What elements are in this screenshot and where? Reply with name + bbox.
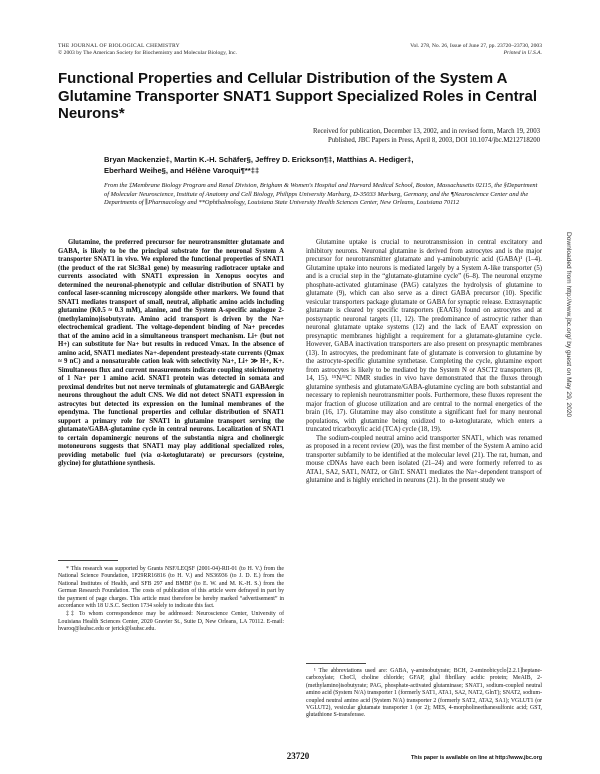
authors-line-1: Bryan Mackenzie‡, Martin K.-H. Schäfer§, Jeffrey D. Erickson¶‡, Matthias A. Hediger‡, <box>104 155 414 164</box>
availability-note: This paper is available on line at http://www.jbc.org <box>411 755 542 761</box>
copyright-line: © 2003 by The American Society for Biochemistry and Molecular Biology, Inc. <box>58 50 237 56</box>
received-line: Received for publication, December 13, 2002, and in revised form, March 19, 2003 <box>312 128 540 135</box>
correspondence-footnote: ‡‡ To whom correspondence may be addressed: Neuroscience Center, University of Louisiana Health Sciences Center, 2020 Gravier St., Suite D, New Orleans, LA 70112. E-mail: hvaroq@lsuhsc.edu or jerick@lsuhsc.edu. <box>58 611 284 633</box>
author-list <box>104 154 534 176</box>
issue-header <box>330 43 542 57</box>
publication-dates <box>58 128 540 145</box>
download-watermark: Downloaded from http://www.jbc.org/ by guest on May 29, 2020 <box>565 232 572 418</box>
journal-name: THE JOURNAL OF BIOLOGICAL CHEMISTRY <box>58 43 180 49</box>
funding-footnote: * This research was supported by Grants NSF/LEQSF (2001-04)-RII-01 (to H. V.) from the National Science Foundation, 1P29RR16816 (to H. V.) and NS36936 (to J. D. E.) from the National Institutes of Health, and SFB 297 and BMBF (to E. W. and M. K.-H. S.) from the German Research Foundation. The costs of publication of this article were defrayed in part by the payment of page charges. This article must therefore be hereby marked “advertisement” in accordance with 18 U.S.C. Section 1734 solely to indicate this fact. <box>58 566 284 610</box>
left-footnotes <box>58 566 284 635</box>
page-number: 23720 <box>286 751 310 761</box>
right-footnotes <box>306 668 542 720</box>
introduction <box>306 239 542 486</box>
abbreviations-footnote: ¹ The abbreviations used are: GABA, γ-aminobutyrate; BCH, 2-aminobicyclo[2.2.1]heptane-carboxylate; ChoCl, choline chloride; GFAP, glial fibrillary acidic protein; MeAIB, 2-(methylamino)isobutyrate; PAG, phosphate-activated glutaminase; SNAT1, sodium-coupled neutral amino acid (System N/A) transporter 1 (formerly SAT1, ATA1, SA2, NAT2, GlnT); SNAT2, sodium-coupled neutral amino acid (System N/A) transporter 2 (formerly SAT2, ATA2, SA1); VGLUT1 (or VGLUT2), vesicular glutamate transporter 1 (or 2); MES, 4-morpholineethanesulfonic acid; GST, glutathione S-transferase. <box>306 668 542 719</box>
article-title: Functional Properties and Cellular Distribution of the System A Glutamine Transporter SNAT1 Support Specialized Roles in Central Neurons* <box>58 70 537 122</box>
intro-paragraph-2: The sodium-coupled neutral amino acid transporter SNAT1, which was renamed as proposed in a recent review (20), was the first member of the System A amino acid transporter subfamily to be identified at the molecular level (21). The rat, human, and mouse cDNAs have each been isolated (21–24) and were formerly referred to as ATA1, SA2, SAT1, NAT2, or GlnT. SNAT1 mediates the Na+-dependent transport of glutamine and is highly enriched in neurons (21). In the present study we <box>306 434 542 484</box>
footnote-divider-left <box>58 560 118 561</box>
volume-line: Vol. 278, No. 26, Issue of June 27, pp. 23720–23730, 2003 <box>410 43 542 49</box>
abstract: Glutamine, the preferred precursor for neurotransmitter glutamate and GABA, is likely to be the principal substrate for the neuronal System A transporter SNAT1 in vivo. We explored the functional properties of SNAT1 (the product of the rat Slc38a1 gene) by measuring radiotracer uptake and currents associated with SNAT1 expression in Xenopus oocytes and determined the neuronal-phenotypic and cellular distribution of SNAT1 by confocal laser-scanning microscopy alongside other markers. We found that SNAT1 mediates transport of small, neutral, aliphatic amino acids including glutamine (K0.5 ≈ 0.3 mM), alanine, and the System A-specific analogue 2-(methylamino)isobutyrate. Amino acid transport is driven by the Na+ electrochemical gradient. The voltage-dependent binding of Na+ precedes that of the amino acid in a simultaneous transport mechanism. Li+ (but not H+) can substitute for Na+ but results in reduced Vmax. In the absence of amino acid, SNAT1 mediates Na+-dependent presteady-state currents (Qmax ≈ 9 nC) and a nonsaturable cation leak with selectivity Na+, Li+ ≫ H+, K+. Simultaneous flux and current measurements indicate coupling stoichiometry of 1 Na+ per 1 amino acid. SNAT1 protein was detected in somata and proximal dendrites but not nerve terminals of glutamatergic and GABAergic neurons throughout the adult CNS. We did not detect SNAT1 expression in astrocytes but detected its expression on the luminal membranes of the ependyma. The functional properties and cellular distribution of SNAT1 support a primary role for SNAT1 in glutamine transport serving the glutamate/GABA-glutamine cycle in central neurons. Localization of SNAT1 to certain dopaminergic neurons of the substantia nigra and cholinergic motoneurons suggests that SNAT1 may play additional specialized roles, providing metabolic fuel (via α-ketoglutarate) or precursors (cysteine, glycine) for glutathione synthesis. <box>58 239 284 467</box>
intro-paragraph-1: Glutamine uptake is crucial to neurotransmission in central excitatory and inhibitory neurons. Neuronal glutamine is derived from astrocytes and is the major precursor for neurotransmitter glutamate and γ-aminobutyric acid (GABA)¹ (1–4). Glutamine uptake into neurons is mediated largely by a System A-like transporter (5) and is a crucial step in the “glutamate-glutamine cycle” (6–8). The neuronal enzyme phosphate-activated glutaminase (PAG) catalyzes the hydrolysis of glutamine to glutamate (9), which can also serve as a direct GABA precursor (10). Specific vesicular transporters package glutamate or GABA for synaptic release. Extrasynaptic glutamate is cleared by specific transporters (EAATs) found on astrocytes and at postsynaptic neuronal targets (11, 12). The predominance of astrocytic rather than neuronal glutamate uptake systems (12) and the lack of EAAT expression on presynaptic membranes highlight a requirement for a glutamate-glutamine cycle. However, GABA inactivation transporters are also present on presynaptic membranes (13). In astrocytes, the predominant fate of glutamate is conversion to glutamine by the astrocyte-specific glutamine synthetase. Completing the cycle, glutamine export from astrocytes is likely to be mediated by the System N or ASCT2 transporters (8, 14, 15). ¹⁵N/¹³C NMR studies in vivo have demonstrated that the fluxes through glutamine synthesis and glutamate/GABA-glutamine cycling are both substantial and necessary to replenish neurotransmitter pools. Furthermore, these fluxes represent the major fraction of glucose utilization and are central to the normal energetics of the brain (16, 17). Glutamine may also constitute a significant fuel for many neuronal populations, with glutamine being oxidized to α-ketoglutarate, which enters a truncated tricarboxylic acid (TCA) cycle (18, 19). <box>306 239 542 433</box>
affiliations: From the ‡Membrane Biology Program and Renal Division, Brigham & Women's Hospital and Harvard Medical School, Boston, Massachusetts 02115, the §Department of Molecular Neuroscience, Institute of Anatomy and Cell Biology, Philipps University Marburg, D-35033 Marburg, Germany, and the ¶Neuroscience Center and the Departments of ∥Pharmacology and **Ophthalmology, Louisiana State University Health Sciences Center, New Orleans, Louisiana 70112 <box>104 182 538 206</box>
journal-header <box>58 43 338 57</box>
footnote-divider-right <box>306 663 366 664</box>
published-line: Published, JBC Papers in Press, April 8, 2003, DOI 10.1074/jbc.M212718200 <box>327 136 540 144</box>
printed-in: Printed in U.S.A. <box>503 50 542 56</box>
authors-line-2: Eberhard Weihe§, and Hélène Varoqui¶**‡‡ <box>104 166 260 175</box>
